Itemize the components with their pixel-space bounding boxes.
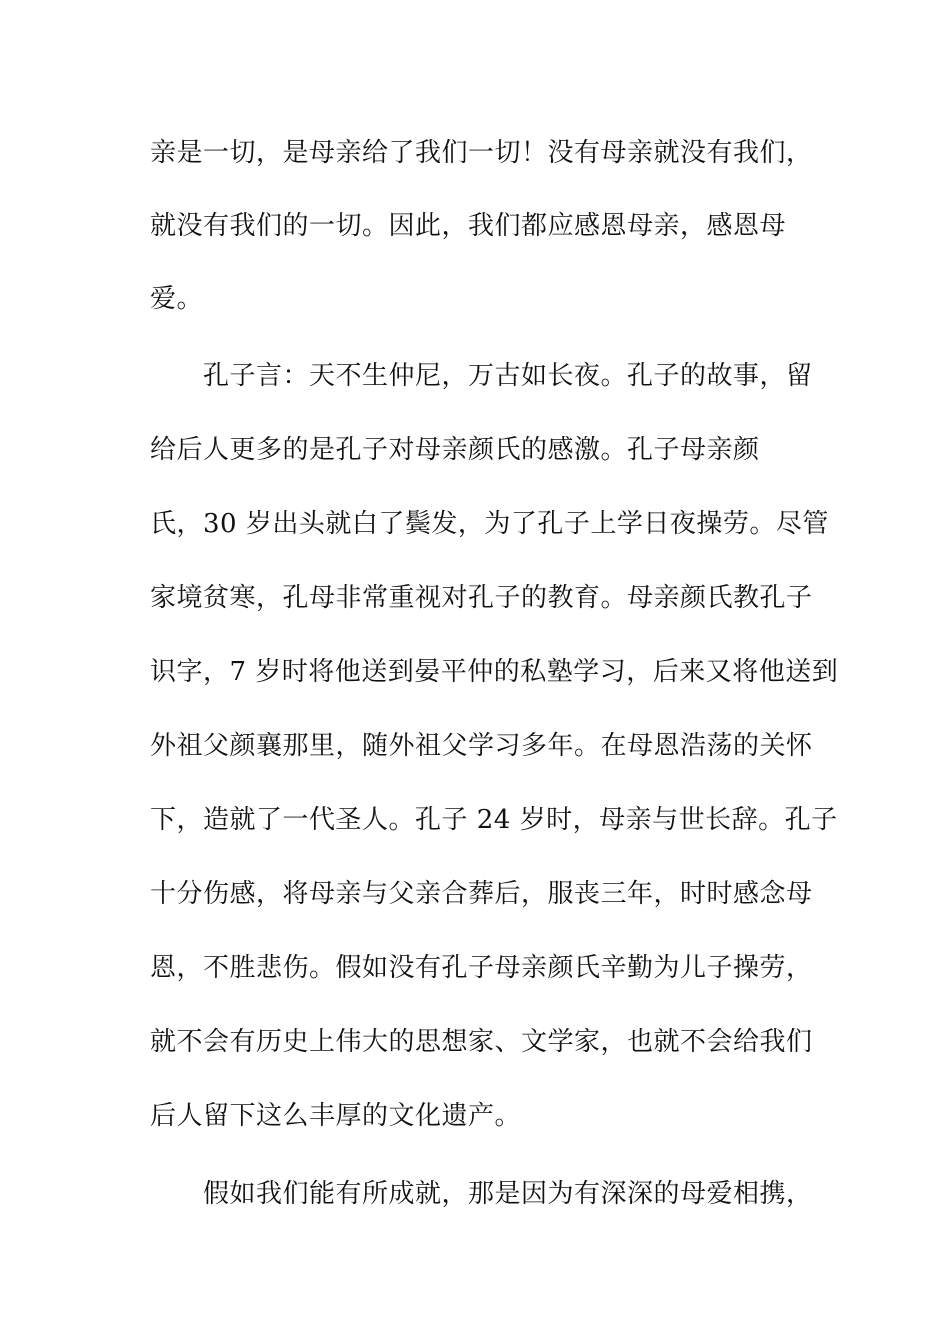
text-line: 氏，30 岁出头就白了鬓发，为了孔子上学日夜操劳。尽管 (150, 509, 829, 539)
text-line: 后人留下这么丰厚的文化遗产。 (150, 1101, 522, 1131)
text-line: 给后人更多的是孔子对母亲颜氏的感激。孔子母亲颜 (150, 435, 760, 465)
text-line: 下，造就了一代圣人。孔子 24 岁时，母亲与世长辞。孔子 (150, 805, 838, 835)
text-line: 亲是一切，是母亲给了我们一切！没有母亲就没有我们， (150, 138, 813, 168)
text-line: 就没有我们的一切。因此，我们都应感恩母亲，感恩母 (150, 211, 787, 241)
text-line: 家境贫寒，孔母非常重视对孔子的教育。母亲颜氏教孔子 (150, 583, 813, 613)
paragraph-first-line: 假如我们能有所成就，那是因为有深深的母爱相携， (203, 1179, 813, 1209)
paragraph-first-line: 孔子言：天不生仲尼，万古如长夜。孔子的故事，留 (203, 361, 813, 391)
text-line: 爱。 (150, 284, 204, 314)
text-line: 就不会有历史上伟大的思想家、文学家，也就不会给我们 (150, 1027, 813, 1057)
text-line: 恩，不胜悲伤。假如没有孔子母亲颜氏辛勤为儿子操劳， (150, 953, 813, 983)
text-line: 识字，7 岁时将他送到晏平仲的私塾学习，后来又将他送到 (150, 657, 839, 687)
text-line: 外祖父颜襄那里，随外祖父学习多年。在母恩浩荡的关怀 (150, 731, 813, 761)
text-line: 十分伤感，将母亲与父亲合葬后，服丧三年，时时感念母 (150, 879, 813, 909)
